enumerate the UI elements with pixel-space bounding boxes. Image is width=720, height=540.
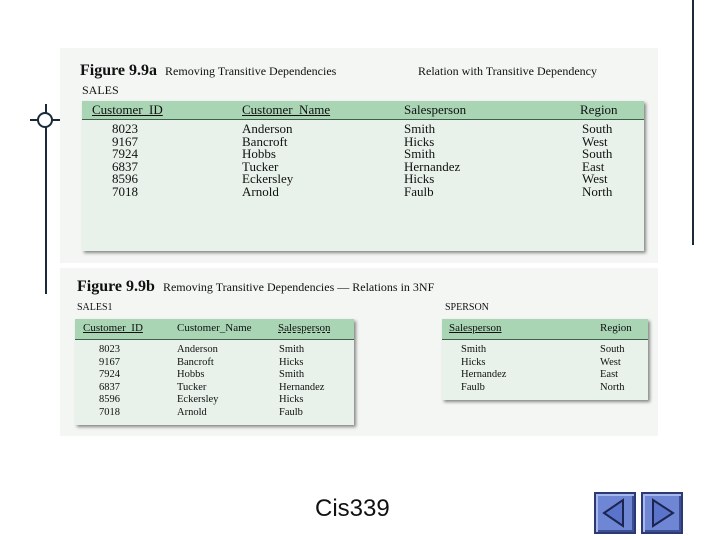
figure-number: Figure 9.9b xyxy=(77,278,155,295)
table-cell: Smith xyxy=(279,369,305,381)
next-slide-button[interactable] xyxy=(641,492,683,534)
figure-9-9b xyxy=(60,268,658,436)
table-cell: East xyxy=(582,158,605,174)
relation-name: SALES1 xyxy=(77,302,113,313)
table-cell: Smith xyxy=(461,344,487,355)
table-cell: Smith xyxy=(404,146,436,162)
column-header: Salesperson xyxy=(449,322,502,334)
column-region xyxy=(582,123,612,199)
relation-name: SALES xyxy=(82,83,119,97)
table-cell: 7924 xyxy=(99,369,120,381)
figure-9-9a xyxy=(60,48,658,263)
table-header-row xyxy=(442,319,648,340)
table-cell: Anderson xyxy=(177,344,218,355)
previous-slide-button[interactable] xyxy=(594,492,636,534)
footer-course-label: Cis339 xyxy=(315,495,390,522)
table-cell: Eckersley xyxy=(177,394,219,406)
figure-heading xyxy=(80,62,336,80)
table-cell: 8023 xyxy=(99,344,120,355)
column-salesperson xyxy=(404,123,460,199)
table-cell: Smith xyxy=(404,121,436,136)
column-header: Salesperson xyxy=(404,102,467,117)
column-customer-name xyxy=(242,123,293,199)
table-header-row xyxy=(75,319,354,340)
table-cell: Tucker xyxy=(177,381,207,393)
sperson-table xyxy=(442,319,648,400)
table-cell: Eckersley xyxy=(242,171,294,187)
table-cell: 7018 xyxy=(112,183,138,199)
table-cell: Hobbs xyxy=(177,369,205,381)
table-cell: North xyxy=(582,183,613,199)
column-customer-name xyxy=(177,344,218,420)
column-header: Region xyxy=(600,322,632,334)
column-header: Region xyxy=(580,102,618,117)
table-cell: North xyxy=(600,381,625,393)
table-cell: 8023 xyxy=(112,121,138,136)
table-cell: Hicks xyxy=(404,133,435,149)
table-cell: Hicks xyxy=(404,171,435,187)
table-cell: Bancroft xyxy=(242,133,288,149)
relation-name: SPERSON xyxy=(445,302,489,313)
table-cell: Arnold xyxy=(177,406,207,418)
table-cell: Hernandez xyxy=(404,158,461,174)
table-cell: Smith xyxy=(279,344,305,355)
table-cell: 7924 xyxy=(112,146,138,162)
table-cell: South xyxy=(582,146,613,162)
table-cell: Hobbs xyxy=(242,146,276,162)
table-cell: Faulb xyxy=(404,183,434,199)
table-cell: South xyxy=(582,121,613,136)
column-customer-id xyxy=(99,344,120,420)
figure-caption: Removing Transitive Dependencies xyxy=(165,64,337,78)
table-cell: Faulb xyxy=(279,406,303,418)
table-cell: East xyxy=(600,369,619,381)
column-header: Salesperson xyxy=(278,322,331,334)
table-cell: Hicks xyxy=(279,394,304,406)
table-cell: West xyxy=(600,356,621,368)
table-cell: 9167 xyxy=(112,133,138,149)
table-cell: Hicks xyxy=(461,356,486,368)
column-region xyxy=(600,344,625,394)
figure-heading xyxy=(77,278,434,296)
table-cell: Anderson xyxy=(242,121,293,136)
sales-table xyxy=(82,101,644,251)
slide-decoration-line xyxy=(45,104,47,294)
figure-number: Figure 9.9a xyxy=(80,62,158,79)
table-cell: 6837 xyxy=(112,158,138,174)
table-cell: 8596 xyxy=(99,394,120,406)
triangle-right-icon xyxy=(643,494,681,532)
table-cell: 7018 xyxy=(99,406,120,418)
slide-decoration-line xyxy=(692,0,694,245)
slide-decoration-circle xyxy=(37,112,53,128)
table-cell: Tucker xyxy=(242,158,279,174)
table-cell: Hicks xyxy=(279,356,304,368)
table-cell: 9167 xyxy=(99,356,120,368)
column-header: Customer_ID xyxy=(92,102,163,117)
table-cell: Hernandez xyxy=(279,381,325,393)
column-header: Customer_Name xyxy=(242,102,331,117)
column-header: Customer_ID xyxy=(83,322,143,334)
table-cell: West xyxy=(582,133,608,149)
figure-subtitle: Relation with Transitive Dependency xyxy=(418,64,597,78)
table-cell: South xyxy=(600,344,625,355)
table-cell: 6837 xyxy=(99,381,120,393)
table-cell: 8596 xyxy=(112,171,138,187)
table-cell: West xyxy=(582,171,608,187)
column-salesperson xyxy=(279,344,324,420)
table-cell: Hernandez xyxy=(461,369,507,381)
column-header: Customer_Name xyxy=(177,322,252,334)
triangle-left-icon xyxy=(596,494,634,532)
table-header-row xyxy=(82,101,644,120)
column-customer-id xyxy=(112,123,138,199)
table-cell: Arnold xyxy=(242,183,279,199)
sales1-table xyxy=(75,319,354,425)
column-salesperson xyxy=(461,344,506,394)
table-cell: Bancroft xyxy=(177,356,214,368)
table-cell: Faulb xyxy=(461,381,485,393)
figure-caption: Removing Transitive Dependencies — Relations in 3NF xyxy=(162,280,435,294)
